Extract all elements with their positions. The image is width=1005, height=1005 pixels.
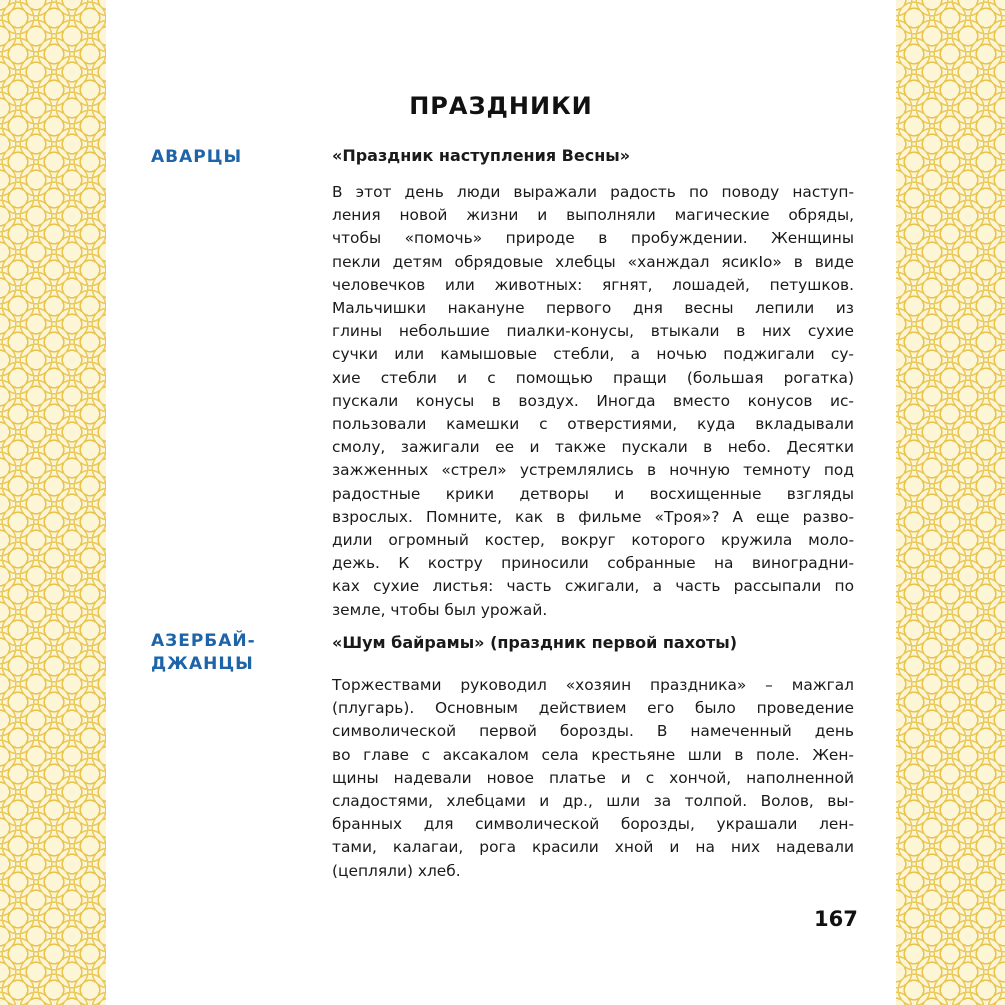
section-label-line: АЗЕРБАЙ- (151, 631, 256, 651)
ornamental-border-left (0, 0, 106, 1005)
text-line: чтобы «помочь» природе в пробуждении. Женщины (332, 229, 854, 248)
text-line: земле, чтобы был урожай. (332, 600, 548, 619)
section-label-azerbaijantsy (151, 630, 256, 676)
text-line: (плугарь). Основным действием его было проведение (332, 699, 854, 718)
section-label-line: АВАРЦЫ (151, 147, 243, 167)
text-line: ления новой жизни и выполняли магические обряды, (332, 206, 854, 225)
section-heading-spring-festival: «Праздник наступления Весны» (332, 146, 631, 165)
text-line: бранных для символической борозды, украшали лен- (332, 815, 854, 834)
text-line: зажженных «стрел» устремлялись в ночную темноту под (332, 461, 854, 480)
page-title: ПРАЗДНИКИ (409, 92, 593, 120)
text-line: ках сухие листья: часть сжигали, а часть рассыпали по (332, 577, 854, 596)
text-line: пекли детям обрядовые хлебцы «ханждал ясикIо» в виде (332, 252, 854, 271)
text-line: смолу, зажигали ее и также пускали в небо. Десятки (332, 438, 854, 457)
text-line: сучки или камышовые стебли, а ночью поджигали су- (332, 345, 854, 364)
ornamental-border-right (896, 0, 1005, 1005)
text-line: Торжествами руководил «хозяин праздника» – мажгал (332, 676, 854, 694)
text-line: дежь. К костру приносили собранные на виноградни- (332, 554, 854, 573)
text-line: пользовали камешки с отверстиями, куда вкладывали (332, 415, 854, 434)
section-body-spring-festival (332, 181, 854, 622)
section-heading-plowing-festival: «Шум байрамы» (праздник первой пахоты) (332, 633, 738, 652)
text-line: (цепляли) хлеб. (332, 861, 461, 880)
text-line: хие стебли и с помощью пращи (большая рогатка) (332, 368, 854, 387)
text-line: дили огромный костер, вокруг которого кружила моло- (332, 531, 854, 550)
text-line: взрослых. Помните, как в фильме «Троя»? А еще разво- (332, 507, 854, 526)
section-label-avartsy (151, 146, 242, 169)
text-line: сладостями, хлебцами и др., шли за толпой. Волов, вы- (332, 792, 854, 811)
text-line: тами, калагаи, рога красили хной и на них надевали (332, 838, 854, 857)
text-line: глины небольшие пиалки-конусы, втыкали в них сухие (332, 322, 854, 341)
section-body-plowing-festival (332, 674, 854, 883)
text-line: человечков или животных: ягнят, лошадей, петушков. (332, 275, 854, 294)
page-number: 167 (814, 907, 858, 931)
text-line: во главе с аксакалом села крестьяне шли в поле. Жен- (332, 745, 854, 764)
text-line: Мальчишки накануне первого дня весны лепили из (332, 299, 854, 318)
text-line: щины надевали новое платье и с хончой, наполненной (332, 768, 854, 787)
text-line: пускали конусы в воздух. Иногда вместо конусов ис- (332, 391, 854, 410)
section-label-line: ДЖАНЦЫ (151, 654, 254, 674)
text-line: символической первой борозды. В намеченный день (332, 722, 854, 741)
text-line: радостные крики детворы и восхищенные взгляды (332, 484, 854, 503)
text-line: В этот день люди выражали радость по поводу наступ- (332, 183, 854, 201)
